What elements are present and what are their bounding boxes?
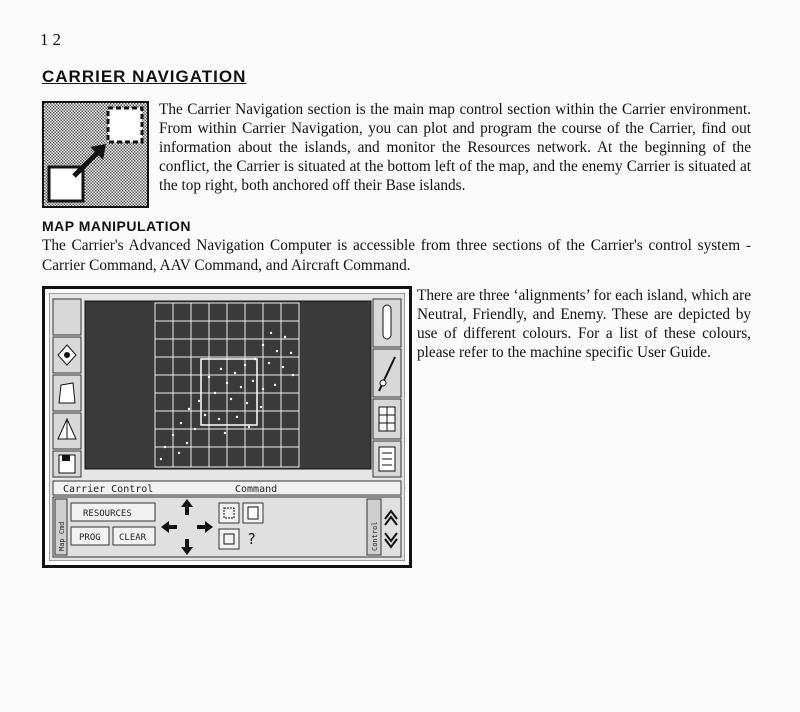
disk-icon[interactable] xyxy=(59,455,75,473)
map-manipulation-heading: MAP MANIPULATION xyxy=(42,218,192,234)
right-vertical-label: Control xyxy=(371,521,379,551)
intro-paragraph: The Carrier Navigation section is the main map control section within the Carrier environment. From within Carrier Navigation, you can plot and program the course of the Carrier, find out information about the islands, and monitor the Resources network. At the beginning of the conflict, the Carrier is situated at the bottom left of the map, and the enemy Carrier is situated at the top right, both anchored off their Base islands. xyxy=(159,101,751,194)
zoom-in-button[interactable] xyxy=(219,503,239,523)
clear-label: CLEAR xyxy=(119,533,147,543)
thermometer-icon[interactable] xyxy=(383,305,391,339)
map-display[interactable] xyxy=(85,301,371,469)
resources-label: RESOURCES xyxy=(83,509,132,519)
navigation-screenshot xyxy=(42,286,412,568)
resource-list-icon[interactable] xyxy=(379,447,395,471)
page-number: 12 xyxy=(40,30,65,49)
section-title: CARRIER NAVIGATION xyxy=(42,67,247,86)
grid-view-icon[interactable] xyxy=(379,407,395,431)
map-zoom-icon-graphic xyxy=(44,103,147,206)
left-vertical-label: Map Cmd xyxy=(58,521,66,551)
map-manipulation-paragraph: The Carrier's Advanced Navigation Computer is accessible from three sections of the Carrier's control system - Carrier Command, AAV Command, and Aircraft Command. xyxy=(42,237,751,274)
alignments-paragraph: There are three ‘alignments’ for each island, which are Neutral, Friendly, and Enemy. These are depicted by use of different colours. For a list of these colours, please refer to the machine specific User Guide. xyxy=(417,287,751,361)
help-button[interactable]: ? xyxy=(247,530,257,548)
zoom-out-button[interactable] xyxy=(219,529,239,549)
carrier-view-icon[interactable] xyxy=(59,383,75,403)
status-bar-left: Carrier Control xyxy=(63,484,154,495)
status-bar-right: Command xyxy=(235,484,278,495)
map-zoom-icon xyxy=(42,101,149,208)
navigation-screen xyxy=(49,293,405,561)
prog-label: PROG xyxy=(79,533,101,543)
